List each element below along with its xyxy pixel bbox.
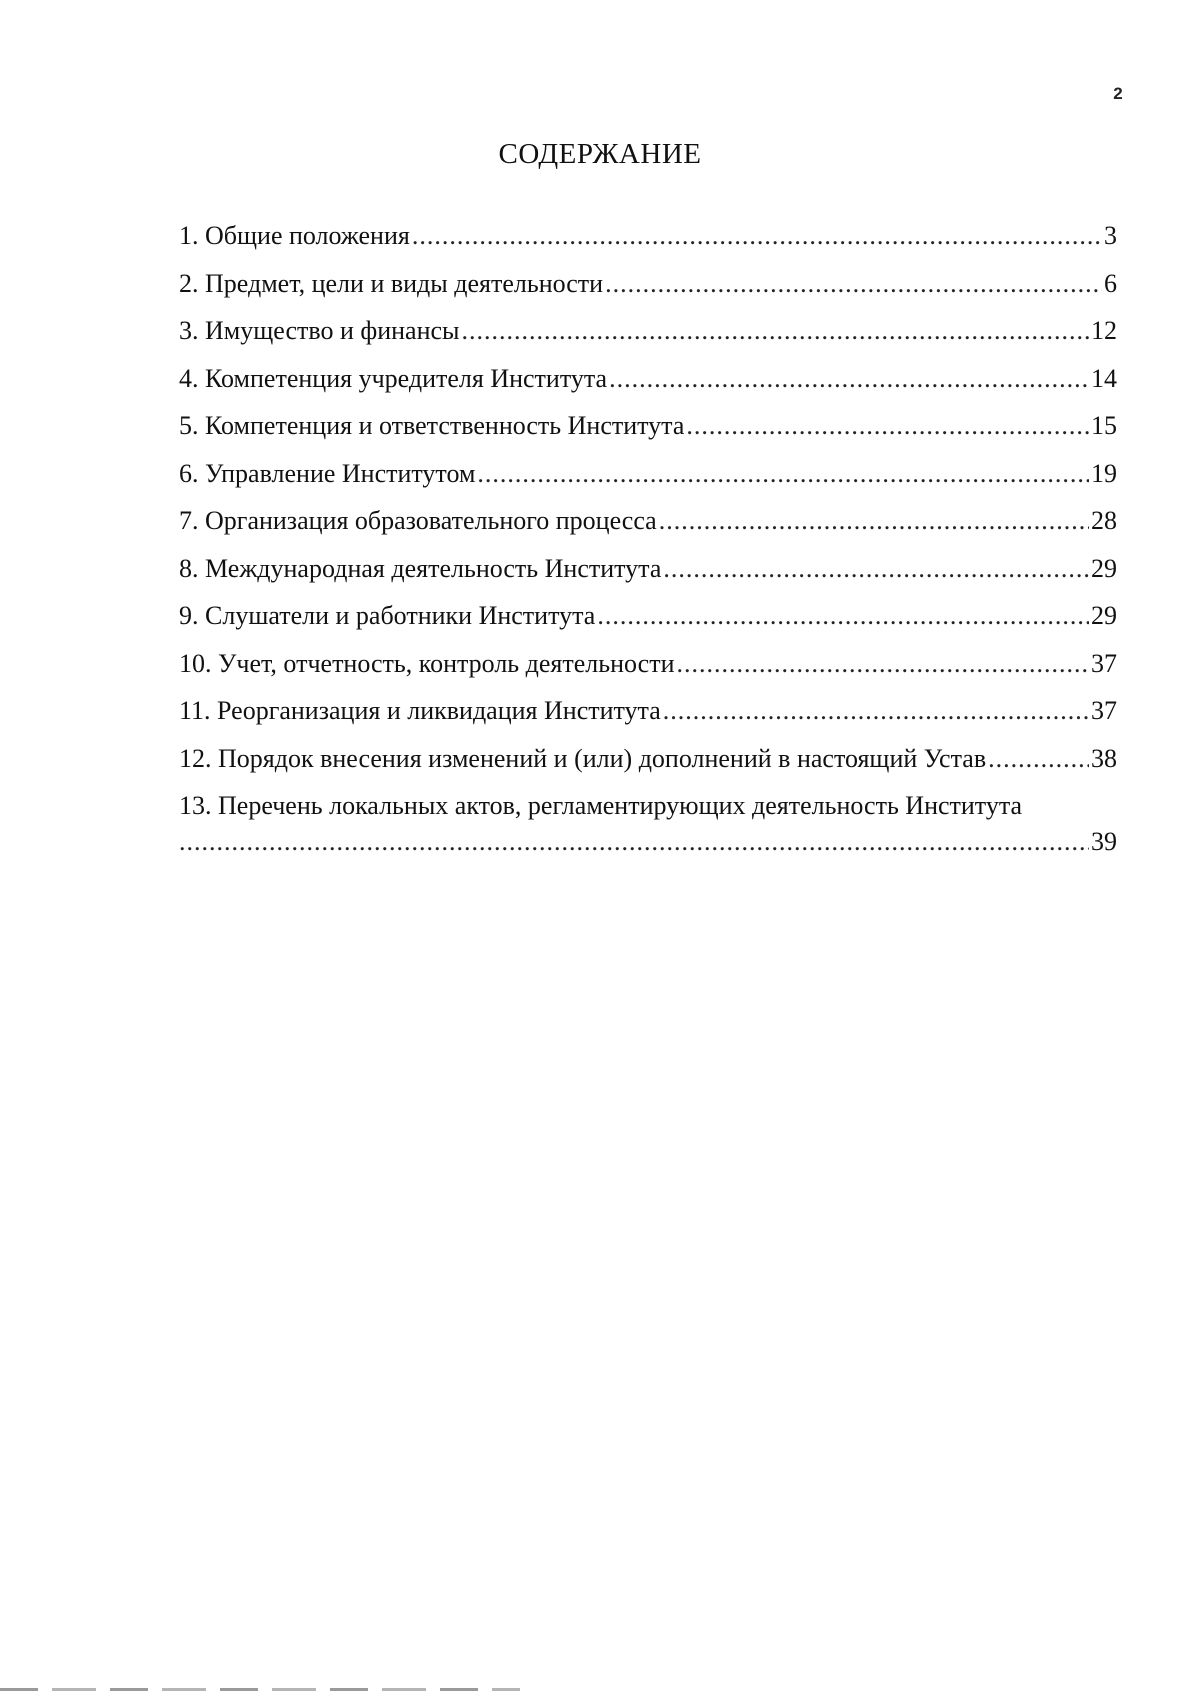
toc-entry-5[interactable] — [179, 402, 1117, 450]
toc-entry-2[interactable] — [179, 260, 1117, 308]
toc-entry-12[interactable] — [179, 735, 1117, 783]
toc-entry-11[interactable] — [179, 687, 1117, 735]
toc-entry-label: 7. Организация образовательного процесса — [179, 506, 657, 535]
toc-entry-3[interactable] — [179, 307, 1117, 355]
toc-entry-label: 12. Порядок внесения изменений и (или) дополнений в настоящий Устав — [179, 743, 987, 773]
page-number: 2 — [1113, 84, 1123, 103]
toc-entry-label: 3. Имущество и финансы — [179, 316, 460, 345]
dot-leader — [988, 735, 1089, 782]
dot-leader — [686, 402, 1089, 449]
toc-entry-page: 14 — [1091, 363, 1117, 393]
toc-entry-8[interactable] — [179, 545, 1117, 593]
toc-entry-page: 37 — [1091, 696, 1117, 725]
toc-title: СОДЕРЖАНИЕ — [498, 138, 702, 170]
toc-entry-label: 4. Компетенция учредителя Института — [179, 363, 608, 393]
toc-entry-page: 28 — [1091, 506, 1117, 535]
toc-entry-1[interactable] — [179, 212, 1117, 260]
scan-edge-artifact — [0, 1688, 520, 1691]
toc-entry-page: 37 — [1091, 648, 1117, 678]
dot-leader — [663, 545, 1089, 592]
toc-entry-page: 38 — [1091, 743, 1117, 773]
toc-entry-page: 15 — [1091, 411, 1117, 440]
toc-entry-page: 29 — [1091, 601, 1117, 630]
toc-entry-label: 1. Общие положения — [179, 221, 410, 250]
dot-leader — [659, 497, 1089, 544]
dot-leader — [605, 260, 1102, 307]
toc-entry-page: 19 — [1091, 458, 1117, 488]
toc-entry-label: 10. Учет, отчетность, контроль деятельности — [179, 648, 675, 678]
toc-entry-page: 12 — [1091, 316, 1117, 345]
dot-leader — [179, 818, 1089, 865]
dot-leader — [663, 687, 1089, 734]
toc-entry-10[interactable] — [179, 640, 1117, 688]
toc-entry-label: 9. Слушатели и работники Института — [179, 601, 596, 630]
dot-leader — [677, 640, 1090, 687]
toc-entry-label: 8. Международная деятельность Института — [179, 553, 662, 583]
toc-entry-label: 6. Управление Институтом — [179, 458, 476, 488]
dot-leader — [609, 355, 1089, 402]
toc-entry-4[interactable] — [179, 355, 1117, 403]
toc-entry-page: 29 — [1091, 553, 1117, 583]
toc-entry-label: 5. Компетенция и ответственность Института — [179, 411, 685, 440]
toc-entry-7[interactable] — [179, 497, 1117, 545]
toc-entry-page: 6 — [1104, 268, 1117, 298]
dot-leader — [412, 212, 1102, 259]
toc-entry-label: 13. Перечень локальных актов, регламентирующих деятельность Института — [179, 791, 1023, 820]
toc-entry-9[interactable] — [179, 592, 1117, 640]
toc-entry-label: 2. Предмет, цели и виды деятельности — [179, 268, 604, 298]
toc-entry-page: 3 — [1104, 221, 1117, 250]
dot-leader — [477, 450, 1089, 497]
dot-leader — [597, 592, 1089, 639]
dot-leader — [462, 307, 1090, 354]
toc-entry-6[interactable] — [179, 450, 1117, 498]
toc-entry-page: 39 — [1091, 827, 1117, 856]
toc-entry-13[interactable] — [179, 782, 1117, 818]
table-of-contents — [179, 212, 1117, 858]
toc-entry-13-continuation — [179, 818, 1117, 858]
toc-entry-label: 11. Реорганизация и ликвидация Института — [179, 696, 661, 725]
